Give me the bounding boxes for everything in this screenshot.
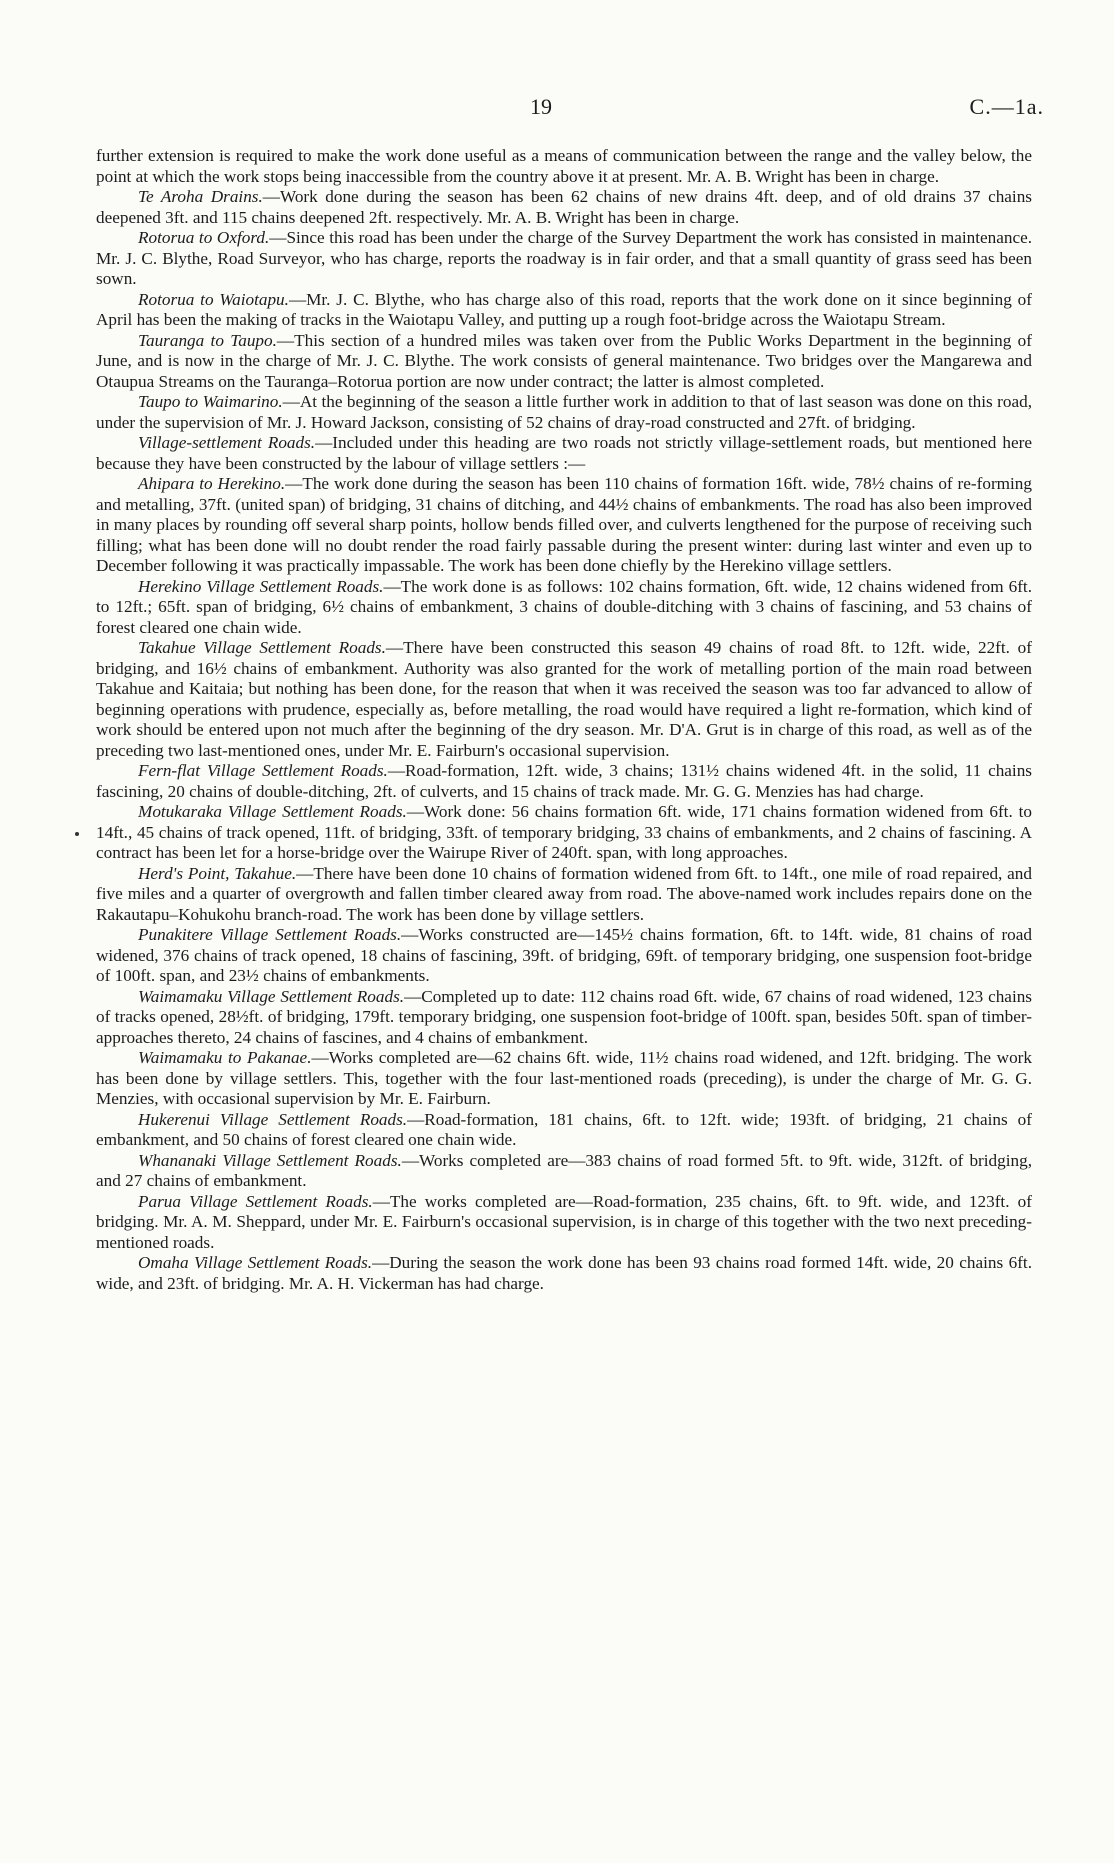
paragraph-heading: Village-settlement Roads.: [138, 433, 316, 452]
paragraph: [96, 864, 1032, 926]
paragraph-text: —There have been done 10 chains of formation widened from 6ft. to 14ft., one mile of road repaired, and five miles and a quarter of overgrowth and fallen timber cleared away from road. The above-named work includes repairs done on the Rakautapu–Kohukohu branch-road. The work has been done by village settlers.: [96, 863, 1032, 924]
paragraph-text: —The work done is as follows: 102 chains formation, 6ft. wide, 12 chains widened from 6ft. to 12ft.; 65ft. span of bridging, 6½ chains of embankment, 3 chains of double-ditching with 3 chains of fascining, and 53 chains of forest cleared one chain wide.: [96, 576, 1032, 637]
paragraph-text: further extension is required to make the work done useful as a means of communication between the range and the valley below, the point at which the work stops being inaccessible from the country above it at present. Mr. A. B. Wright has been in charge.: [96, 146, 1032, 186]
paragraph: [96, 1048, 1032, 1110]
paragraph-heading: Te Aroha Drains.: [138, 187, 263, 206]
paragraph: [96, 802, 1032, 864]
paragraph: [96, 290, 1032, 331]
paragraph: [96, 638, 1032, 761]
paragraph: [96, 1151, 1032, 1192]
paragraph-text: —Completed up to date: 112 chains road 6ft. wide, 67 chains of road widened, 123 chains of tracks opened, 28½ft. of bridging, 179ft. temporary bridging, one suspension foot-bridge of 100ft. span, besides 50ft. span of timber-approaches thereto, 24 chains of fascines, and 4 chains of embankment.: [96, 986, 1032, 1047]
paragraph-heading: Herd's Point, Takahue.: [138, 863, 297, 883]
paragraph-heading: Takahue Village Settlement Roads.: [138, 638, 386, 657]
paragraph-heading: Whananaki Village Settlement Roads.: [138, 1150, 402, 1170]
paragraph-text: —This section of a hundred miles was taken over from the Public Works Department in the beginning of June, and is now in the charge of Mr. J. C. Blythe. The work consists of general maintenance. Two bridges over the Mangarewa and Otaupua Streams on the Tauranga–Rotorua portion are now under contract; the latter is almost completed.: [96, 330, 1032, 391]
paragraph-text: —Work done: 56 chains formation 6ft. wide, 171 chains formation widened from 6ft. to 14ft., 45 chains of track opened, 11ft. of bridging, 33ft. of temporary bridging, 33 chains of embankments, and 2 chains of fascining. A contract has been let for a horse-bridge over the Wairupe River of 240ft. span, with long approaches.: [96, 802, 1032, 862]
paragraph-text: —Works constructed are—145½ chains formation, 6ft. to 14ft. wide, 81 chains of road widened, 376 chains of track opened, 18 chains of fascining, 39ft. of bridging, 69ft. of temporary bridging, one suspension foot-bridge of 100ft. span, and 23½ chains of embankments.: [96, 925, 1032, 985]
paragraph-text: —Work done during the season has been 62 chains of new drains 4ft. deep, and of old drains 37 chains deepened 3ft. and 115 chains deepened 2ft. respectively. Mr. A. B. Wright has been in charge.: [96, 187, 1032, 227]
paragraph-heading: Omaha Village Settlement Roads.: [138, 1253, 373, 1272]
paragraph: [96, 433, 1032, 474]
paragraph-text: —At the beginning of the season a little further work in addition to that of last season was done on this road, under the supervision of Mr. J. Howard Jackson, consisting of 52 chains of dray-road constructed and 27ft. of bridging.: [96, 392, 1032, 432]
paragraph-heading: Waimamaku to Pakanae.: [138, 1048, 312, 1067]
paragraph: [96, 1192, 1032, 1254]
paragraph-text: —Road-formation, 181 chains, 6ft. to 12ft. wide; 193ft. of bridging, 21 chains of embankment, and 50 chains of forest cleared one chain wide.: [96, 1109, 1032, 1149]
paragraph: [96, 474, 1032, 577]
paragraph-text: —Works completed are—383 chains of road formed 5ft. to 9ft. wide, 312ft. of bridging, and 27 chains of embankment.: [96, 1150, 1033, 1190]
paragraph: [96, 1110, 1032, 1151]
paragraph-text: —During the season the work done has been 93 chains road formed 14ft. wide, 20 chains 6ft. wide, and 23ft. of bridging. Mr. A. H. Vickerman has had charge.: [96, 1253, 1032, 1293]
paragraph-text: —The work done during the season has been 110 chains of formation 16ft. wide, 78½ chains of re-forming and metalling, 37ft. (united span) of bridging, 31 chains of ditching, and 44½ chains of embankments. The road has also been improved in many places by rounding off several sharp points, hollow bends filled over, and culverts lengthened for the purpose of receiving such filling; what has been done will no doubt render the road fairly passable during the present winter: during last winter and even up to December following it was practically impassable. The work has been done chiefly by the Herekino village settlers.: [96, 474, 1032, 575]
paragraph-heading: Motukaraka Village Settlement Roads.: [138, 802, 407, 821]
paragraph-heading: Rotorua to Oxford.: [138, 228, 270, 247]
paragraph-heading: Punakitere Village Settlement Roads.: [138, 925, 402, 944]
paragraph: [96, 187, 1032, 228]
paragraph-text: —There have been constructed this season 49 chains of road 8ft. to 12ft. wide, 22ft. of bridging, and 16½ chains of embankment. Authority was also granted for the work of metalling portion of the main road between Takahue and Kaitaia; but nothing has been done, for the reason that when it was received the season was too far advanced to allow of beginning operations with prudence, especially as, before metalling, the road would have required a light re-formation, which kind of work should be entered upon not much after the beginning of the dry season. Mr. D'A. Grut is in charge of this road, as well as of the preceding two last-mentioned ones, under Mr. E. Fairburn's occasional supervision.: [96, 638, 1032, 760]
document-reference: C.—1a.: [969, 94, 1044, 119]
page-number: 19: [530, 94, 552, 119]
paragraph-heading: Parua Village Settlement Roads.: [138, 1191, 373, 1211]
paragraph: [96, 146, 1032, 187]
paragraph: [96, 987, 1032, 1049]
paragraph-text: —Road-formation, 12ft. wide, 3 chains; 131½ chains widened 4ft. in the solid, 11 chains fascining, 20 chains of double-ditching, 2ft. of culverts, and 15 chains of track made. Mr. G. G. Menzies has had charge.: [96, 761, 1032, 801]
paragraph-heading: Hukerenui Village Settlement Roads.: [138, 1109, 408, 1129]
report-body: [96, 146, 1032, 1294]
margin-dot: [75, 832, 79, 836]
paragraph-heading: Herekino Village Settlement Roads.: [138, 576, 384, 596]
paragraph-text: —Works completed are—62 chains 6ft. wide, 11½ chains road widened, and 12ft. bridging. The work has been done by village settlers. This, together with the four last-mentioned roads (preceding), is under the charge of Mr. G. G. Menzies, with occasional supervision by Mr. E. Fairburn.: [96, 1048, 1032, 1108]
paragraph-heading: Taupo to Waimarino.: [138, 392, 283, 411]
paragraph: [96, 925, 1032, 987]
paragraph-heading: Waimamaku Village Settlement Roads.: [138, 986, 405, 1006]
paragraph-heading: Rotorua to Waiotapu.: [138, 289, 289, 309]
paragraph: [96, 1253, 1032, 1294]
paragraph-heading: Ahipara to Herekino.: [138, 474, 286, 493]
paragraph: [96, 392, 1032, 433]
paragraph-text: —Since this road has been under the charge of the Survey Department the work has consisted in maintenance. Mr. J. C. Blythe, Road Surveyor, who has charge, reports the roadway is in fair order, and that a small quantity of grass seed has been sown.: [96, 228, 1033, 288]
paragraph-text: —Mr. J. C. Blythe, who has charge also of this road, reports that the work done on it since beginning of April has been the making of tracks in the Waiotapu Valley, and putting up a rough foot-bridge across the Waiotapu Stream.: [96, 289, 1032, 329]
paragraph: [96, 331, 1032, 393]
paragraph-heading: Fern-flat Village Settlement Roads.: [138, 761, 388, 780]
paragraph-text: —Included under this heading are two roads not strictly village-settlement roads, but mentioned here because they have been constructed by the labour of village settlers :—: [96, 433, 1032, 473]
paragraph-heading: Tauranga to Taupo.: [138, 330, 277, 350]
paragraph-text: —The works completed are—Road-formation, 235 chains, 6ft. to 9ft. wide, and 123ft. of bridging. Mr. A. M. Sheppard, under Mr. E. Fairburn's occasional supervision, is in charge of this together with the two next preceding-mentioned roads.: [96, 1191, 1032, 1252]
paragraph: [96, 228, 1032, 290]
paragraph: [96, 577, 1032, 639]
paragraph: [96, 761, 1032, 802]
